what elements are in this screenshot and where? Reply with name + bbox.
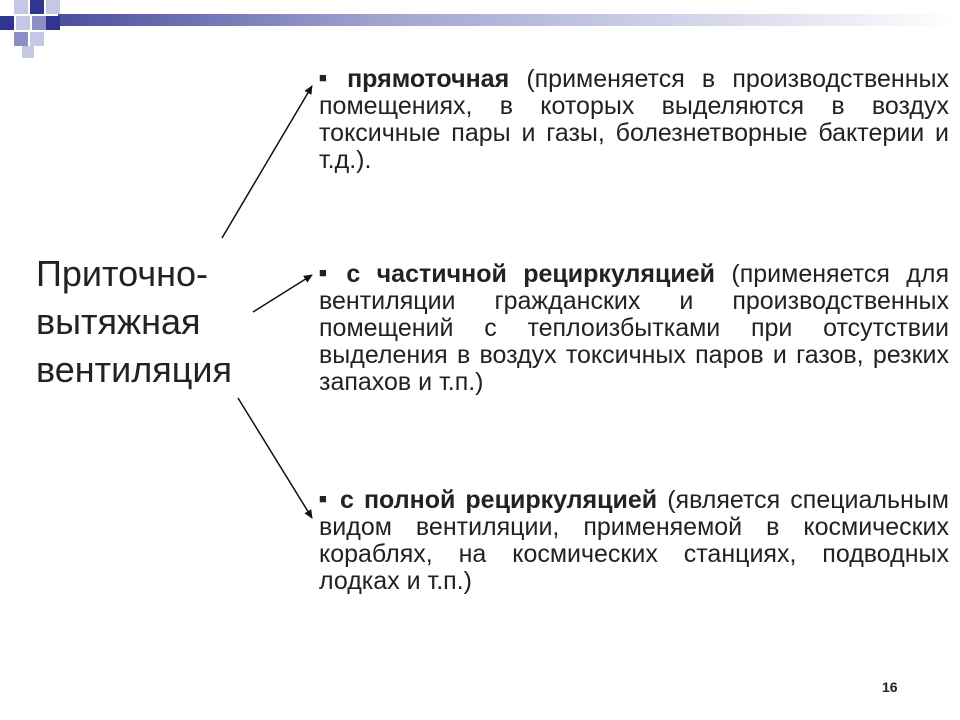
item-description: (является специальным видом вентиляции, применяемой в космических кораблях, на космических станциях, подводных лодках и т.п.) — [319, 486, 949, 595]
arrow-to-item-3 — [238, 398, 312, 518]
arrow-to-item-1 — [222, 86, 312, 238]
square-bullet-icon: ■ — [319, 70, 338, 85]
decor-square — [46, 0, 60, 14]
title-line: Приточно- — [36, 253, 208, 294]
decor-square — [16, 16, 30, 30]
header-decoration — [0, 0, 960, 60]
decor-square — [30, 32, 44, 46]
square-bullet-icon: ■ — [319, 491, 330, 506]
decor-square — [14, 0, 28, 14]
decor-square — [32, 16, 46, 30]
item-term: с полной рециркуляцией — [339, 486, 658, 514]
slide-title — [36, 250, 266, 394]
header-gradient-band — [58, 14, 960, 26]
item-description: (применяется в производственных помещениях, в которых выделяются в воздух токсичные пары и газы, болезнетворные бактерии и т.д.). — [319, 65, 949, 174]
item-term: прямоточная — [347, 65, 510, 93]
decor-square — [0, 16, 14, 30]
item-term: с частичной рециркуляцией — [346, 260, 715, 288]
decor-square — [14, 32, 28, 46]
page-number: 16 — [882, 679, 898, 695]
decor-square — [22, 46, 34, 58]
ventilation-type-item-full-recirculation — [319, 485, 949, 595]
title-line: вытяжная — [36, 301, 201, 342]
item-description: (применяется для вентиляции гражданских и производственных помещений с теплоизбытками при отсутствии выделения в воздух токсичных паров и газов, резких запахов и т.п.) — [319, 260, 949, 396]
decor-square — [30, 0, 44, 14]
ventilation-type-item-partial-recirculation — [319, 259, 949, 396]
decor-square — [46, 16, 60, 30]
title-line: вентиляция — [36, 349, 232, 390]
square-bullet-icon: ■ — [319, 265, 337, 280]
ventilation-type-item-direct-flow — [319, 64, 949, 174]
